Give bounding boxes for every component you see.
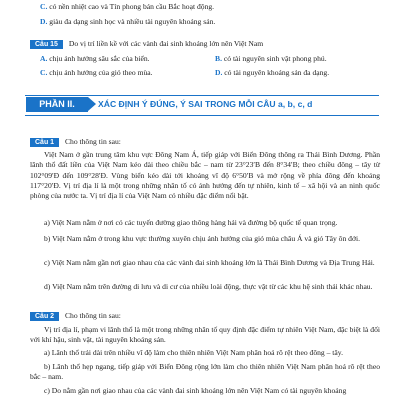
option-letter: A. [40, 54, 48, 63]
question-text: Do vị trí liền kề với các vành đai sinh khoáng lớn nên Việt Nam [68, 39, 264, 48]
option-letter: D. [215, 68, 223, 77]
question-2-item-a: a) Lãnh thổ trải dài trên nhiều vĩ độ làm cho thiên nhiên Việt Nam phân hoá rõ rệt theo đông – tây. [44, 348, 343, 357]
question-1-item-c: c) Việt Nam nằm gần nơi giao nhau của các vành đai sinh khoáng lớn là Thái Bình Dương và Địa Trung Hải. [44, 258, 375, 267]
part-title: XÁC ĐỊNH Ý ĐÚNG, Ý SAI TRONG MỖI CÂU a, b, c, d [98, 99, 313, 109]
question-1-item-d: d) Việt Nam nằm trên đường di lưu và di cư của nhiều loài động, thực vật từ các khu hệ sinh thái khác nhau. [44, 282, 373, 291]
q15-option-c [40, 68, 153, 77]
part-label: PHẦN II. [26, 97, 88, 112]
q15-option-b [215, 54, 327, 63]
question-2-paragraph: Vị trí địa lí, phạm vi lãnh thổ là một trong những nhân tố quy định đặc điểm tự nhiên Việt Nam, đặc biệt là đối với khí hậu, sinh vật, tài nguyên khoáng sản. [30, 325, 381, 345]
question-1-item-b: b) Việt Nam nằm ở trong khu vực thường xuyên chịu ảnh hưởng của gió mùa châu Á và gió Tây ôn đới. [44, 234, 360, 243]
option-text: có nền nhiệt cao và Tín phong bán cầu Bắc hoạt động. [49, 2, 215, 11]
question-2-header [30, 311, 121, 321]
question-badge: Câu 1 [30, 138, 59, 147]
q15-option-d [215, 68, 329, 77]
option-text: có tài nguyên khoáng sản đa dạng. [224, 68, 330, 77]
question-1-header [30, 137, 121, 147]
question-2-item-b: b) Lãnh thổ hẹp ngang, tiếp giáp với Biển Đông rộng lớn làm cho thiên nhiên Việt Nam phân hoá rõ rệt theo bắc – nam. [30, 362, 380, 382]
q15-option-a [40, 54, 150, 63]
question-2-item-c: c) Do nằm gần nơi giao nhau của các vành đai sinh khoáng lớn nên Việt Nam có tài nguyên khoáng [44, 386, 347, 395]
question-1-item-a: a) Việt Nam nằm ở nơi có các tuyến đường giao thông hàng hải và đường bộ quốc tế quan trọng. [44, 218, 338, 227]
question-badge: Câu 15 [30, 40, 63, 49]
question-1-paragraph: Việt Nam ở gần trung tâm khu vực Đông Nam Á, tiếp giáp với Biển Đông thông ra Thái Bình Dương. Phần lãnh thổ đất liền của Việt Nam kéo dài theo chiều bắc – nam từ 23°23′B đến 8°34′B; theo chiều đông – tây từ 102°09′Đ đến 109°28′Đ. Vùng biển kéo dài tới khoảng vĩ độ 6°50′B và mở rộng về phía đông đến khoảng 117°20′Đ. Vị trí địa lí là một trong những nhân tố có ảnh hưởng đến tự nhiên, kinh tế – xã hội và an ninh quốc phòng của nước ta. Vị trí địa lí của Việt Nam có nhiều đặc điểm nổi bật. [30, 150, 380, 201]
question-badge: Câu 2 [30, 312, 59, 321]
question-intro: Cho thông tin sau: [64, 137, 121, 146]
option-text: chịu ảnh hưởng của gió theo mùa. [49, 68, 153, 77]
top-option-d [40, 17, 215, 26]
option-letter: C. [40, 68, 48, 77]
option-letter: B. [215, 54, 222, 63]
option-letter: C. [40, 2, 48, 11]
option-text: có tài nguyên sinh vật phong phú. [223, 54, 327, 63]
option-text: giàu đa dạng sinh học và nhiều tài nguyên khoáng sản. [49, 17, 216, 26]
top-option-c [40, 2, 214, 11]
question-15 [30, 39, 263, 49]
option-text: chịu ảnh hưởng sâu sắc của biển. [49, 54, 150, 63]
question-intro: Cho thông tin sau: [64, 311, 121, 320]
option-letter: D. [40, 17, 48, 26]
